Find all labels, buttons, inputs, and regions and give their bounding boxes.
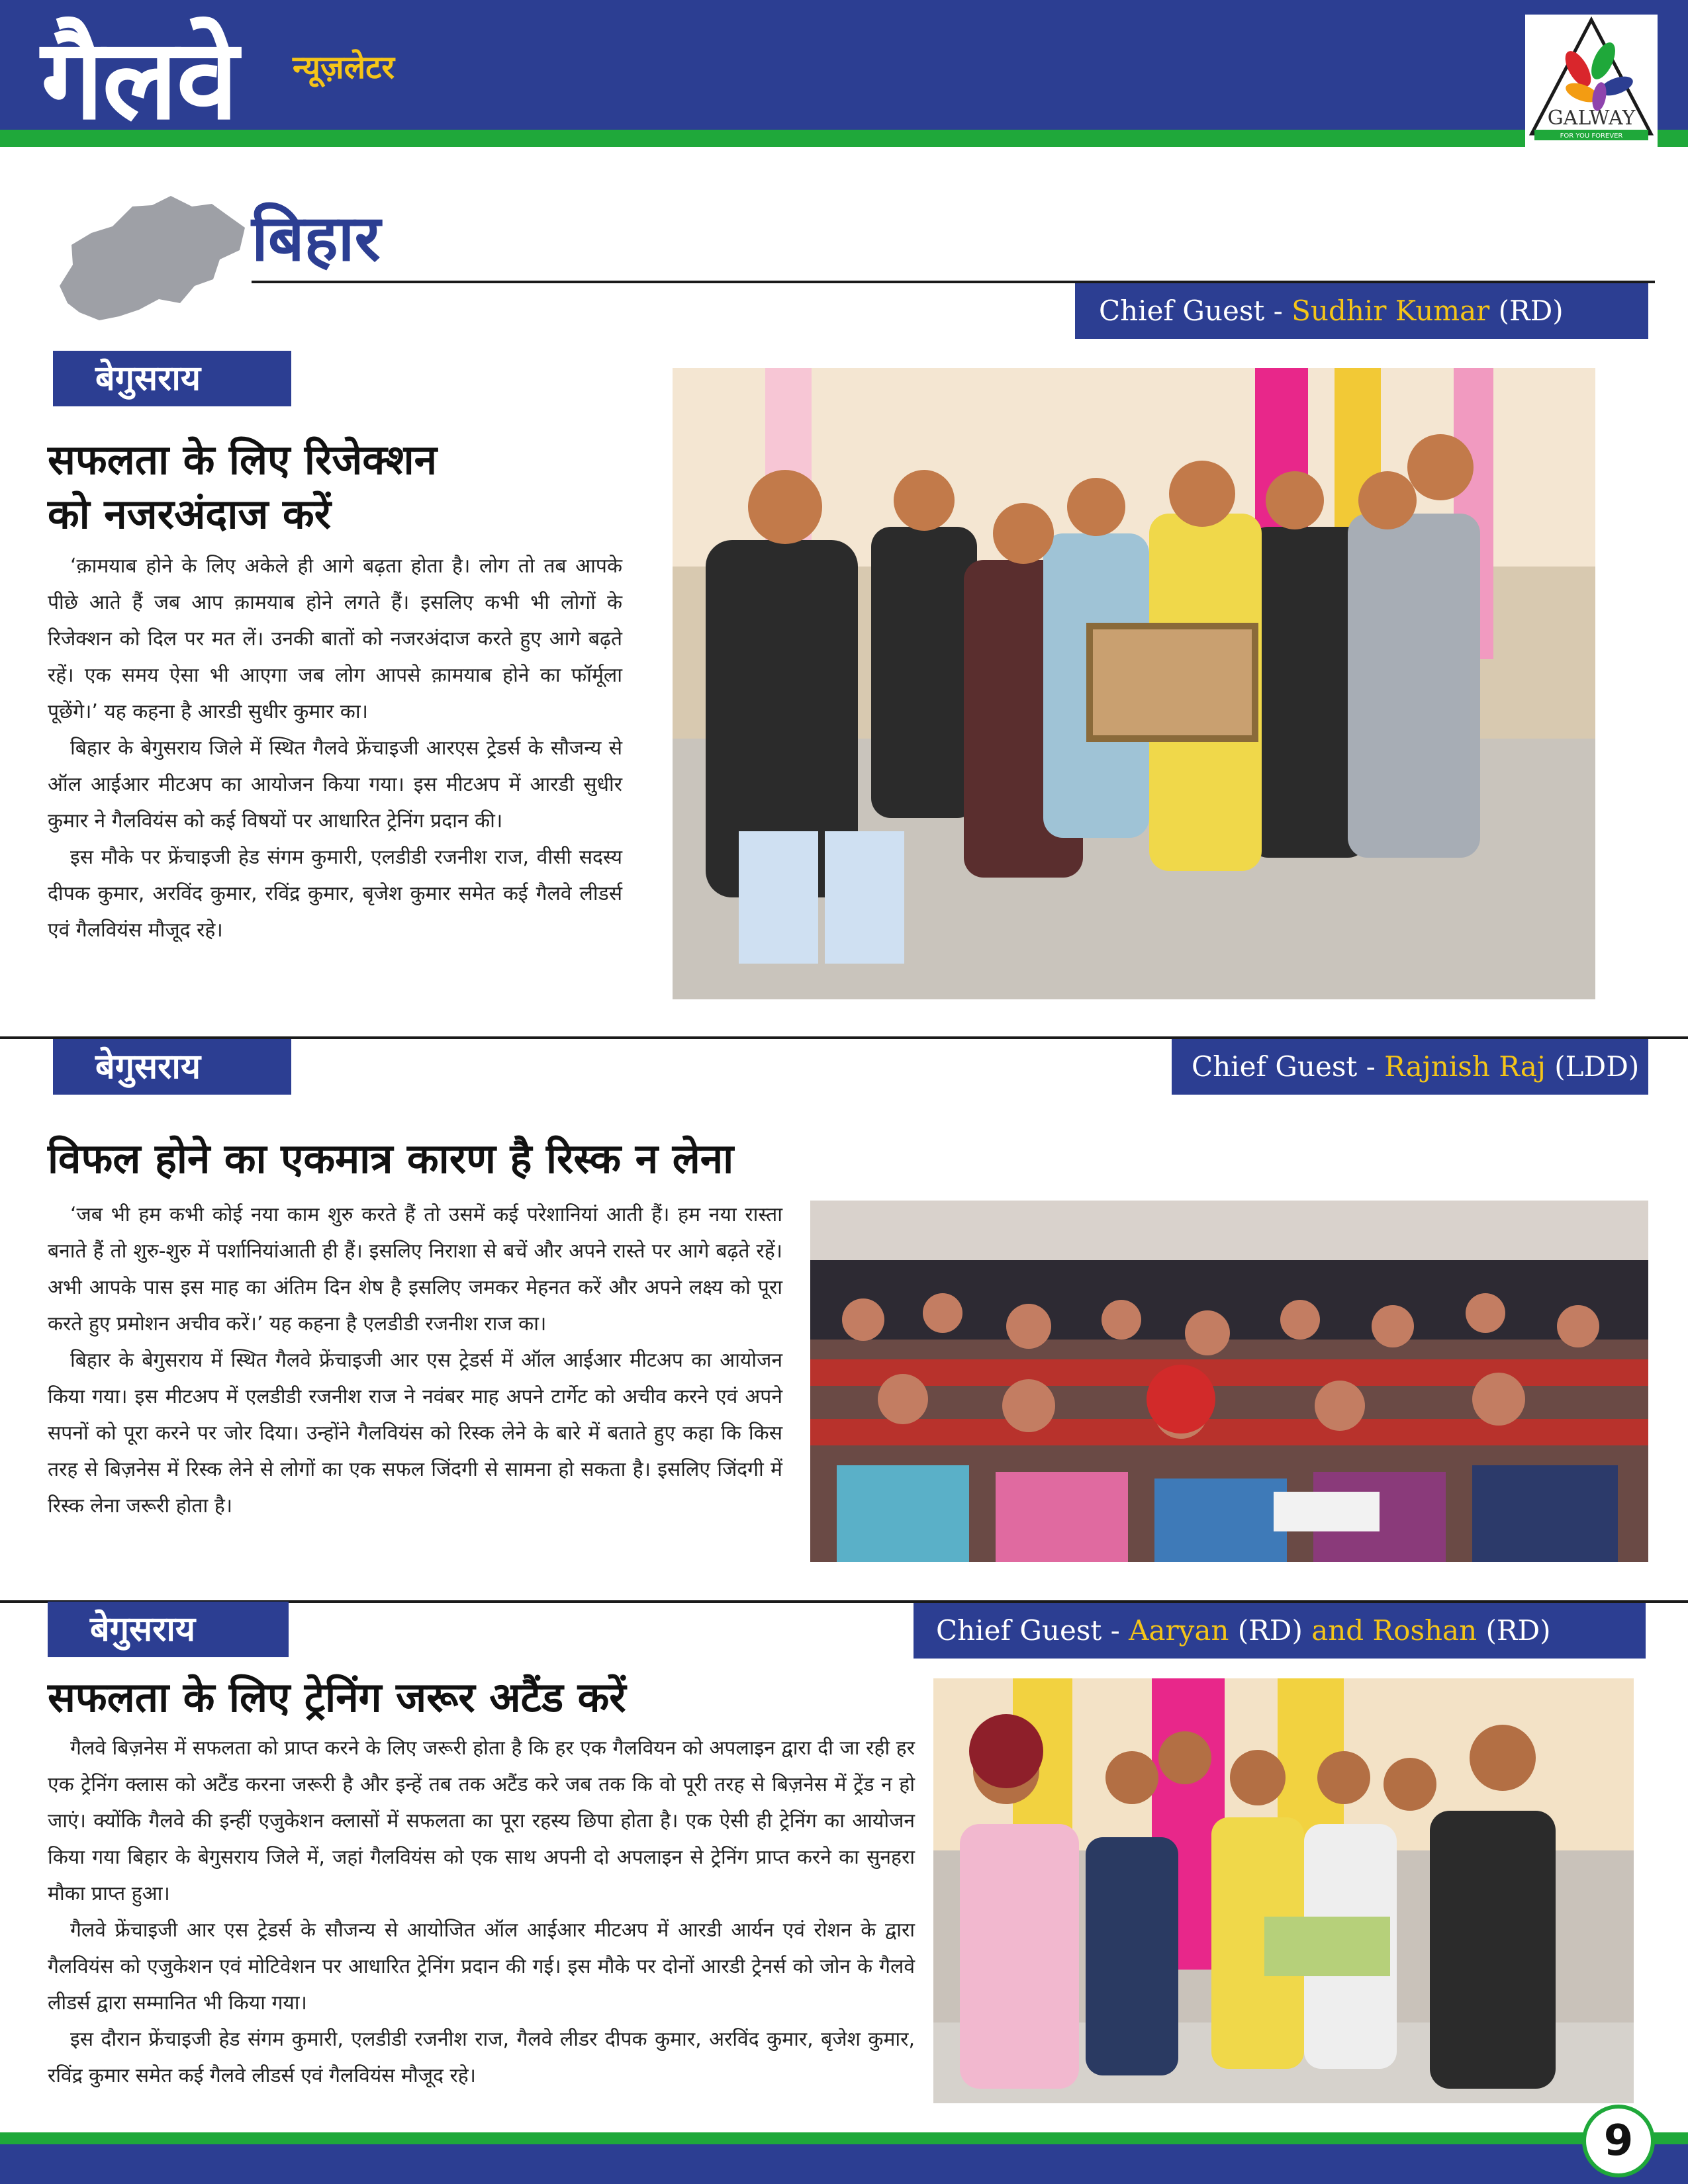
chief-guest-bar-2 — [1172, 1039, 1648, 1095]
headline-3: सफलता के लिए ट्रेनिंग जरूर अटैंड करें — [48, 1673, 626, 1721]
event-photo-2 — [810, 1201, 1648, 1562]
city-tag-3: बेगुसराय — [48, 1602, 289, 1657]
logo-emblem-icon — [1525, 15, 1658, 147]
article-paragraph: इस मौके पर फ्रेंचाइजी हेड संगम कुमारी, एलडीडी रजनीश राज, वीसी सदस्य दीपक कुमार, अरविंद कुमार, रविंद्र कुमार, बृजेश कुमार समेत कई गैलवे लीडर्स एवं गैलवियंस मौजूद रहे। — [48, 846, 622, 942]
logo-wordmark: GALWAY — [1547, 107, 1636, 130]
page-number: 9 — [1582, 2105, 1655, 2177]
chief-guest-bar-3 — [914, 1603, 1646, 1659]
article-paragraph: ‘क़ामयाब होने के लिए अकेले ही आगे बढ़ता होता है। लोग तो तब आपके पीछे आते हैं जब आप क़ामयाब होने लगते हैं। इसलिए कभी भी लोगों के रिजेक्शन को दिल पर मत लें। उनकी बातों को नजरअंदाज करते हुए आगे बढ़ते रहें। एक समय ऐसा भी आएगा जब लोग आपसे क़ामयाब होने का फॉर्मूला पूछेंगे।’ यह कहना है आरडी सुधीर कुमार का। — [48, 555, 622, 723]
masthead-subtitle: न्यूज़लेटर — [293, 49, 395, 86]
logo-tagline: FOR YOU FOREVER — [1560, 132, 1623, 140]
chief-guest-role: (LDD) — [1545, 1050, 1640, 1083]
headline-2: विफल होने का एकमात्र कारण है रिस्क न लेना — [48, 1134, 734, 1183]
footer-band — [0, 2144, 1688, 2184]
chief-guest-role: (RD) — [1477, 1614, 1551, 1647]
header-band — [0, 0, 1688, 130]
masthead-title: गैलवे — [41, 15, 237, 144]
article-paragraph: ‘जब भी हम कभी कोई नया काम शुरु करते हैं तो उसमें कई परेशानियां आती हैं। हम नया रास्ता बनाते हैं तो शुरु-शुरु में पर्शानियांआती ही हैं। इसलिए निराशा से बचें और अपने रास्ते पर आगे बढ़ते रहें। अभी आपके पास इस माह का अंतिम दिन शेष है इसलिए जमकर मेहनत करें और अपने लक्ष्य को पूरा करते हुए प्रमोशन अचीव करें।’ यह कहना है एलडीडी रजनीश राज का। — [48, 1203, 782, 1336]
chief-guest-role: (RD) — [1229, 1614, 1312, 1647]
chief-guest-name: Sudhir Kumar — [1291, 295, 1490, 327]
bihar-map-icon — [53, 187, 252, 326]
chief-guest-prefix: Chief Guest - — [1099, 295, 1292, 327]
chief-guest-name-aaryan: Aaryan — [1129, 1614, 1229, 1647]
chief-guest-name: Rajnish Raj — [1384, 1050, 1546, 1083]
article-body-1 — [48, 548, 622, 948]
headline-1-line1: सफलता के लिए रिजेक्शन — [48, 435, 438, 484]
article-paragraph: गैलवे बिज़नेस में सफलता को प्राप्त करने के लिए जरूरी होता है कि हर एक गैलवियन को अपलाइन द्वारा दी जा रही हर एक ट्रेनिंग क्लास को अटैंड करना जरूरी है और इन्हें तब तक अटैंड करे जब तक कि वो पूरी तरह से बिज़नेस में ट्रेंड न हो जाएं। क्योंकि गैलवे की इन्हीं एजुकेशन क्लासों में सफलता का पूरा रहस्य छिपा होता है। एक ऐसी ही ट्रेनिंग का आयोजन किया गया बिहार के बेगुसराय जिले में, जहां गैलवियंस को एक साथ अपनी दो अपलाइन से ट्रेनिंग प्राप्त करने का सुनहरा मौका प्राप्त हुआ। — [48, 1737, 915, 1905]
chief-guest-prefix: Chief Guest - — [1192, 1050, 1385, 1083]
chief-guest-prefix: Chief Guest - — [936, 1614, 1129, 1647]
event-photo-1 — [673, 368, 1595, 999]
article-paragraph: इस दौरान फ्रेंचाइजी हेड संगम कुमारी, एलडीडी रजनीश राज, गैलवे लीडर दीपक कुमार, अरविंद कुमार, बृजेश कुमार, रविंद्र कुमार समेत कई गैलवे लीडर्स एवं गैलवियंस मौजूद रहे। — [48, 2028, 915, 2087]
city-tag-1: बेगुसराय — [53, 351, 291, 406]
chief-guest-role: (RD) — [1489, 295, 1564, 327]
headline-1-line2: को नजरअंदाज करें — [48, 490, 331, 538]
city-tag-2: बेगुसराय — [53, 1039, 291, 1095]
event-photo-3 — [933, 1678, 1634, 2103]
chief-guest-name-roshan: and Roshan — [1311, 1614, 1477, 1647]
header-green-stripe — [0, 130, 1688, 147]
headline-1 — [48, 433, 643, 541]
article-body-2 — [48, 1197, 782, 1524]
article-paragraph: बिहार के बेगुसराय में स्थित गैलवे फ्रेंचाइजी आर एस ट्रेडर्स में ऑल आईआर मीटअप का आयोजन किया गया। इस मीटअप में एलडीडी रजनीश राज ने नवंबर माह अपने टार्गेट को अचीव करने एवं अपने सपनों को पूरा करने पर जोर दिया। उन्होंने गैलवियंस को रिस्क लेने के बारे में बताते हुए कहा कि किस तरह से बिज़नेस में रिस्क लेने से लोगों का एक सफल जिंदगी से सामना हो सकता है। इसलिए जिंदगी में रिस्क लेना जरूरी होता है। — [48, 1349, 782, 1518]
article-body-3 — [48, 1730, 915, 2094]
state-title: बिहार — [252, 201, 381, 275]
chief-guest-bar-1 — [1075, 283, 1648, 339]
article-paragraph: बिहार के बेगुसराय जिले में स्थित गैलवे फ्रेंचाइजी आरएस ट्रेडर्स के सौजन्य से ऑल आईआर मीटअप का आयोजन किया गया। इस मीटअप में आरडी सुधीर कुमार ने गैलवियंस को कई विषयों पर आधारित ट्रेनिंग प्रदान की। — [48, 737, 622, 833]
article-paragraph: गैलवे फ्रेंचाइजी आर एस ट्रेडर्स के सौजन्य से आयोजित ऑल आईआर मीटअप में आरडी आर्यन एवं रोशन के द्वारा गैलवियंस को एजुकेशन एवं मोटिवेशन पर आधारित ट्रेनिंग प्रदान की गई। इस मौके पर दोनों आरडी ट्रेनर्स को जोन के गैलवे लीडर्स द्वारा सम्मानित भी किया गया। — [48, 1919, 915, 2015]
galway-logo — [1525, 15, 1658, 147]
footer-green-stripe — [0, 2132, 1688, 2144]
